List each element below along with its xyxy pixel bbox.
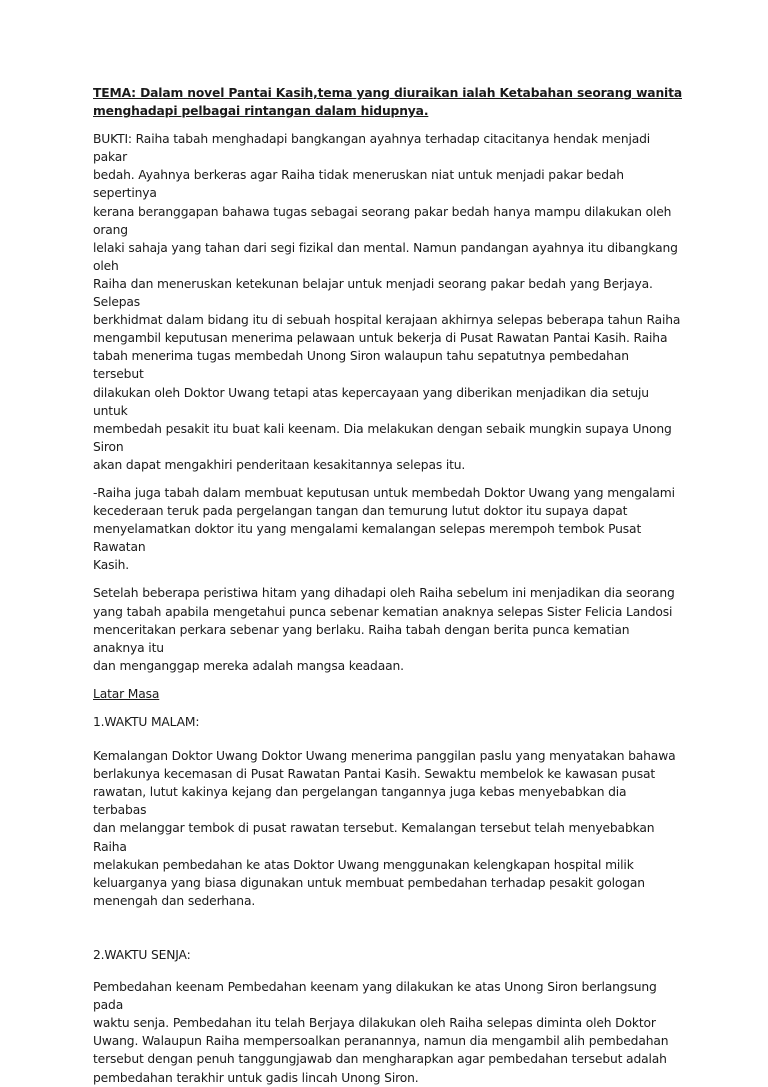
theme-paragraph: TEMA: Dalam novel Pantai Kasih,tema yang diuraikan ialah Ketabahan seorang wanita menghadapi pelbagai rintangan dalam hidupnya.: [93, 86, 682, 119]
evidence-paragraph: BUKTI: Raiha tabah menghadapi bangkangan ayahnya terhadap citacitanya hendak menjadi pakar bedah. Ayahnya berkeras agar Raiha tidak meneruskan niat untuk menjadi pakar bedah sepertinya kerana beranggapan bahawa tugas sebagai seorang pakar bedah hanya mampu dilakukan oleh orang lelaki sahaja yang tahan dari segi fizikal dan mental. Namun pandangan ayahnya itu dibangkang oleh Raiha dan meneruskan ketekunan belajar untuk menjadi seorang pakar bedah yang Berjaya. Selepas berkhidmat dalam bidang itu di sebuah hospital kerajaan akhirnya selepas beberapa tahun Raiha mengambil keputusan menerima pelawaan untuk bekerja di Pusat Rawatan Pantai Kasih. Raiha tabah menerima tugas membedah Unong Siron walaupun tahu sepatutnya pembedahan tersebut dilakukan oleh Doktor Uwang tetapi atas kepercayaan yang diberikan menjadikan dia setuju untuk membedah pesakit itu buat kali keenam. Dia melakukan dengan sebaik mungkin supaya Unong Siron akan dapat mengakhiri penderitaan kesakitannya selepas itu.: [93, 132, 681, 472]
dusk-paragraph: Pembedahan keenam Pembedahan keenam yang dilakukan ke atas Unong Siron berlangsung pada waktu senja. Pembedahan itu telah Berjaya dilakukan oleh Raiha selepas diminta oleh Doktor Uwang. Walaupun Raiha mempersoalkan peranannya, namun dia mengambil alih pembedahan tersebut dengan penuh tanggungjawab dan mengharapkan agar pembedahan tersebut adalah pembedahan terakhir untuk gadis lincah Unong Siron.: [93, 980, 669, 1085]
evidence-point-2: -Raiha juga tabah dalam membuat keputusan untuk membedah Doktor Uwang yang mengalami kecederaan teruk pada pergelangan tangan dan temurung lutut doktor itu supaya dapat menyelamatkan doktor itu yang mengalami kemalangan selepas merempoh tembok Pusat Rawatan Kasih.: [93, 485, 675, 573]
evidence-point-3: Setelah beberapa peristiwa hitam yang dihadapi oleh Raiha sebelum ini menjadikan dia seorang yang tabah apabila mengetahui punca sebenar kematian anaknya selepas Sister Felicia Landosi menceritakan perkara sebenar yang berlaku. Raiha tabah dengan berita punca kematian anaknya itu dan menganggap mereka adalah mangsa keadaan.: [93, 586, 675, 673]
dusk-heading: 2.WAKTU SENJA:: [93, 947, 191, 962]
night-paragraph: Kemalangan Doktor Uwang Doktor Uwang menerima panggilan paslu yang menyatakan bahawa berlakunya kecemasan di Pusat Rawatan Pantai Kasih. Sewaktu membelok ke kawasan pusat rawatan, lutut kakinya kejang dan pergelangan tangannya juga kebas menyebabkan dia terbabas dan melanggar tembok di pusat rawatan tersebut. Kemalangan tersebut telah menyebabkan Raiha melakukan pembedahan ke atas Doktor Uwang menggunakan kelengkapan hospital milik keluarganya yang biasa digunakan untuk membuat pembedahan terhadap pesakit gologan menengah dan sederhana.: [93, 749, 676, 908]
document-page: [93, 84, 683, 1087]
setting-heading: Latar Masa: [93, 686, 160, 701]
night-heading: 1.WAKTU MALAM:: [93, 715, 200, 729]
